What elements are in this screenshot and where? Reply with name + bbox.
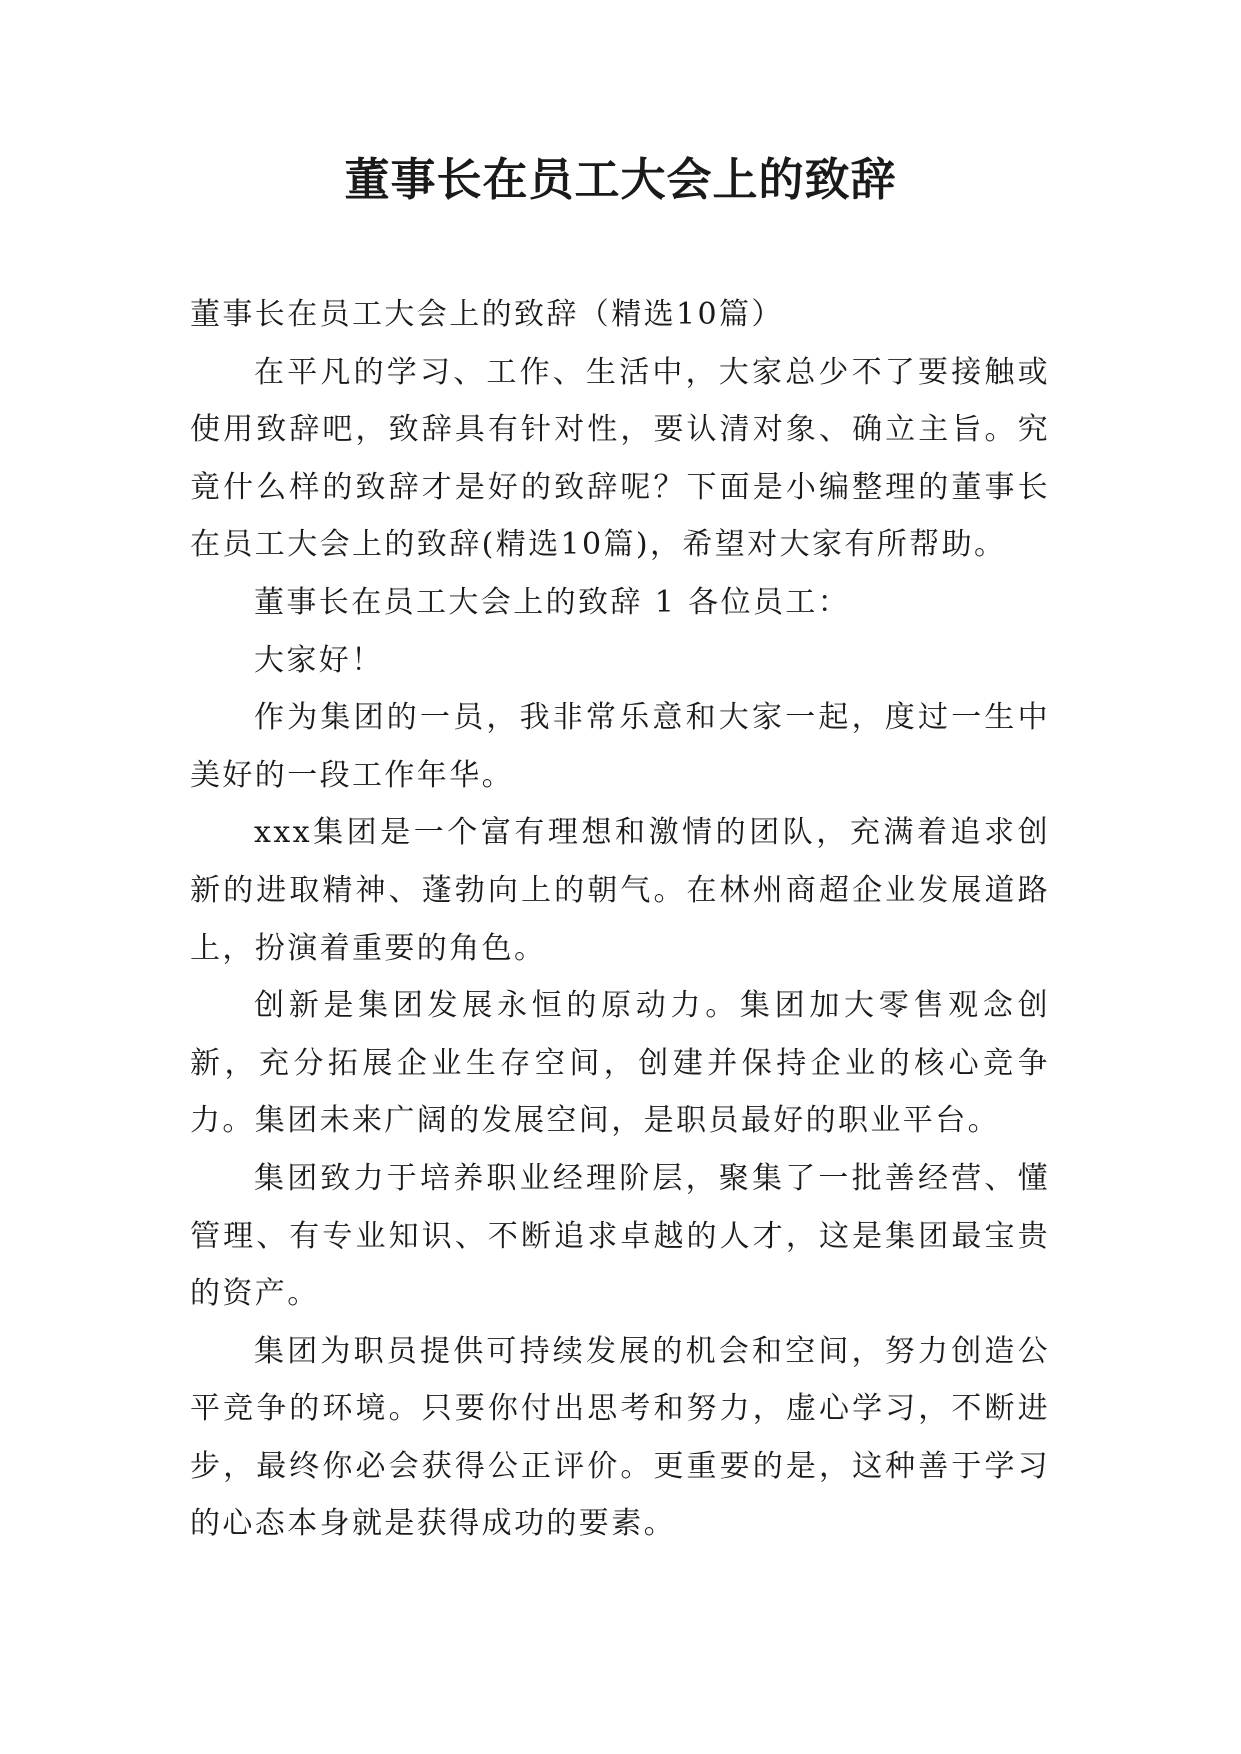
subtitle-paragraph: 董事长在员工大会上的致辞（精选10篇） [190,297,784,332]
body-paragraph: xxx集团是一个富有理想和激情的团队，充满着追求创新的进取精神、蓬勃向上的朝气。在林州商超企业发展道路上，扮演着重要的角色。 [190,815,1050,966]
intro-paragraph: 在平凡的学习、工作、生活中，大家总少不了要接触或使用致辞吧，致辞具有针对性，要认清对象、确立主旨。究竟什么样的致辞才是好的致辞呢？下面是小编整理的董事长在员工大会上的致辞(精选10篇)，希望对大家有所帮助。 [190,354,1050,563]
body-paragraph: 集团致力于培养职业经理阶层，聚集了一批善经营、懂管理、有专业知识、不断追求卓越的人才，这是集团最宝贵的资产。 [190,1160,1050,1312]
body-paragraph: 集团为职员提供可持续发展的机会和空间，努力创造公平竞争的环境。只要你付出思考和努力，虚心学习，不断进步，最终你必会获得公正评价。更重要的是，这种善于学习的心态本身就是获得成功的要素。 [190,1333,1050,1542]
document-body [190,286,1050,1553]
greeting-paragraph: 大家好！ [254,642,384,678]
body-paragraph: 创新是集团发展永恒的原动力。集团加大零售观念创新，充分拓展企业生存空间，创建并保持企业的核心竞争力。集团未来广阔的发展空间，是职员最好的职业平台。 [190,988,1050,1139]
speech-heading-paragraph: 董事长在员工大会上的致辞 1 各位员工： [254,584,851,620]
document-title: 董事长在员工大会上的致辞 [344,153,897,206]
body-paragraph: 作为集团的一员，我非常乐意和大家一起，度过一生中美好的一段工作年华。 [190,700,1050,793]
